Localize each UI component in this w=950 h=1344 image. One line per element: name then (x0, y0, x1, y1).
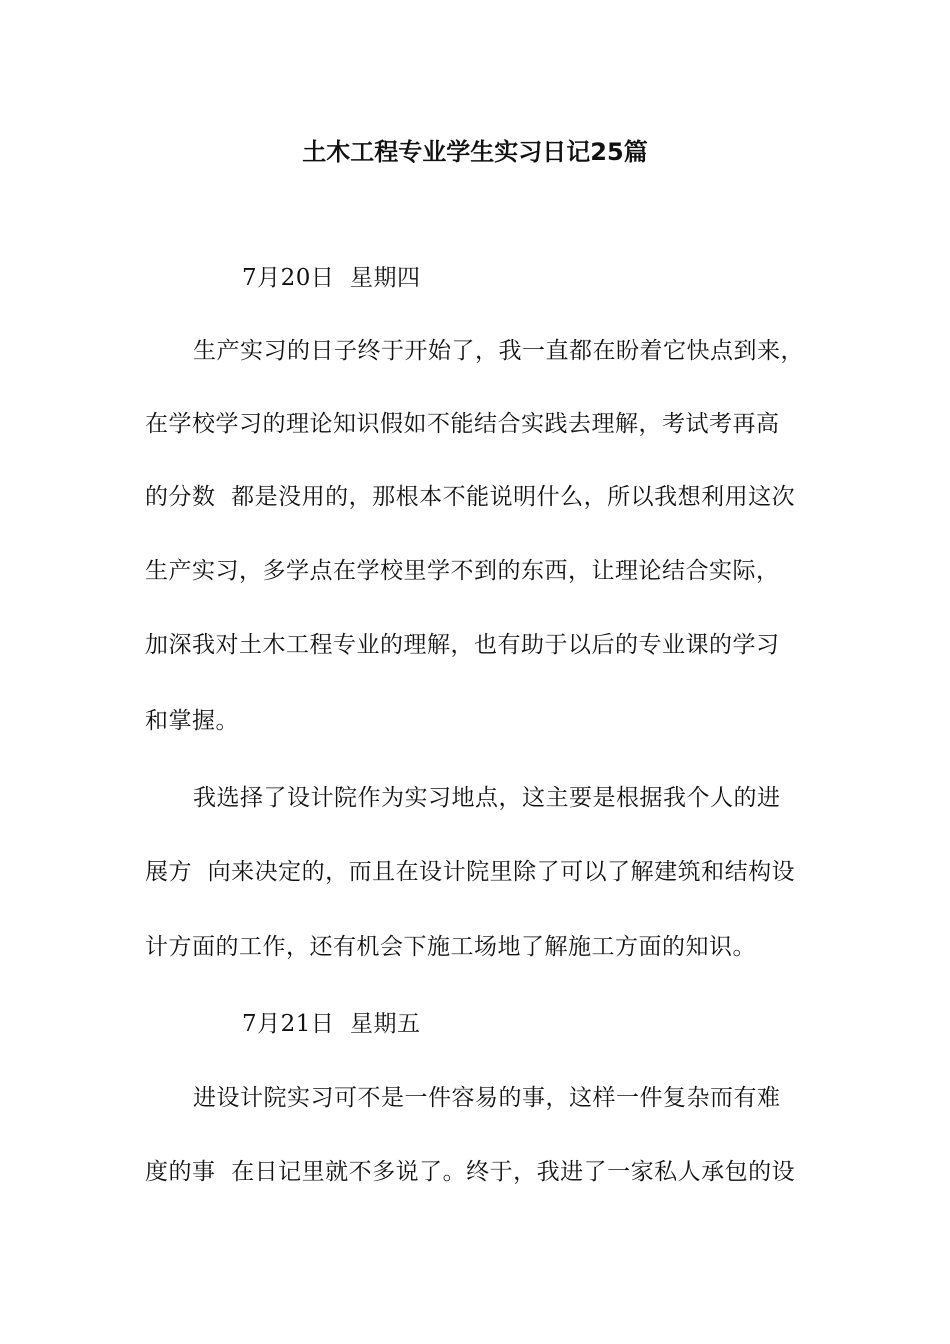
paragraph-line: 进设计院实习可不是一件容易的事，这样一件复杂而有难 (193, 1085, 781, 1111)
diary-date: 7月20日 星期四 (242, 265, 421, 291)
diary-date: 7月21日 星期五 (242, 1011, 421, 1037)
paragraph-line: 加深我对土木工程专业的理解，也有助于以后的专业课的学习 (145, 632, 780, 658)
paragraph-line: 我选择了设计院作为实习地点，这主要是根据我个人的进 (193, 785, 781, 811)
document-title: 土木工程专业学生实习日记25篇 (302, 138, 648, 166)
paragraph-line: 的分数 都是没用的，那根本不能说明什么，所以我想利用这次 (145, 484, 796, 510)
paragraph-line: 度的事 在日记里就不多说了。终于，我进了一家私人承包的设 (145, 1159, 796, 1185)
paragraph-line: 生产实习的日子终于开始了，我一直都在盼着它快点到来， (193, 338, 804, 364)
paragraph-line: 生产实习，多学点在学校里学不到的东西，让理论结合实际， (145, 558, 780, 584)
paragraph-line: 展方 向来决定的，而且在设计院里除了可以了解建筑和结构设 (145, 859, 796, 885)
paragraph-line: 和掌握。 (145, 708, 239, 734)
paragraph-line: 在学校学习的理论知识假如不能结合实践去理解，考试考再高 (145, 411, 780, 437)
paragraph-line: 计方面的工作，还有机会下施工场地了解施工方面的知识。 (145, 934, 756, 960)
